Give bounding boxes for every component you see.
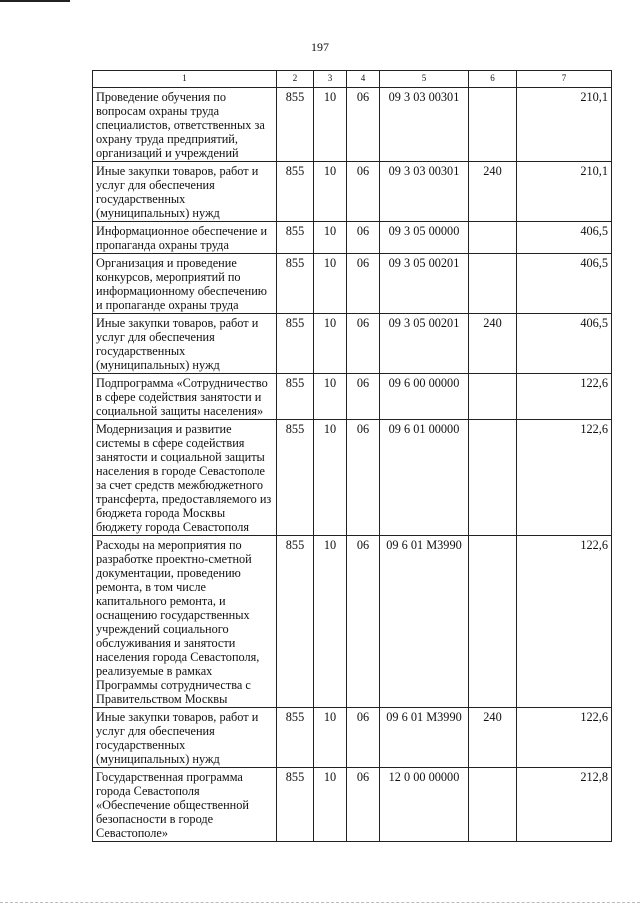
row-name: Информационное обеспечение и пропаганда охраны труда [93, 222, 277, 254]
row-name: Расходы на мероприятия по разработке проектно-сметной документации, проведению ремонта, в том числе капитального ремонта, и оснащению государственных учреждений социального обслуживания и занятости населения города Севастополя, реализуемые в рамках Программы сотрудничества с Правительством Москвы [93, 536, 277, 708]
row-grbs: 855 [277, 420, 314, 536]
row-name: Государственная программа города Севастополя «Обеспечение общественной безопасности в городе Севастополе» [93, 768, 277, 842]
table-row [93, 708, 612, 768]
row-vr [469, 768, 517, 842]
row-subsection: 06 [347, 314, 380, 374]
row-subsection: 06 [347, 374, 380, 420]
row-name: Подпрограмма «Сотрудничество в сфере содействия занятости и социальной защиты населения» [93, 374, 277, 420]
row-grbs: 855 [277, 254, 314, 314]
row-grbs: 855 [277, 374, 314, 420]
col-header-section: 3 [314, 71, 347, 88]
row-vr: 240 [469, 314, 517, 374]
table-row [93, 536, 612, 708]
scan-edge-bottom [0, 902, 640, 903]
row-name: Организация и проведение конкурсов, мероприятий по информационному обеспечению и пропаганде охраны труда [93, 254, 277, 314]
row-section: 10 [314, 536, 347, 708]
col-header-amount: 7 [517, 71, 612, 88]
row-grbs: 855 [277, 314, 314, 374]
page-number: 197 [311, 40, 329, 54]
table-row [93, 88, 612, 162]
scan-edge-top [0, 0, 70, 2]
row-subsection: 06 [347, 254, 380, 314]
row-amount: 406,5 [517, 254, 612, 314]
row-vr [469, 222, 517, 254]
row-csr: 09 6 01 00000 [380, 420, 469, 536]
row-subsection: 06 [347, 162, 380, 222]
row-name: Модернизация и развитие системы в сфере содействия занятости и социальной защиты населения в городе Севастополе за счет средств межбюджетного трансферта, предоставляемого из бюджета города Москвы бюджету города Севастополя [93, 420, 277, 536]
row-csr: 09 3 05 00000 [380, 222, 469, 254]
row-section: 10 [314, 254, 347, 314]
row-grbs: 855 [277, 162, 314, 222]
row-grbs: 855 [277, 708, 314, 768]
row-csr: 09 3 05 00201 [380, 254, 469, 314]
row-csr: 09 3 05 00201 [380, 314, 469, 374]
row-amount: 212,8 [517, 768, 612, 842]
row-grbs: 855 [277, 222, 314, 254]
table-row [93, 420, 612, 536]
row-section: 10 [314, 374, 347, 420]
row-amount: 122,6 [517, 374, 612, 420]
row-section: 10 [314, 88, 347, 162]
header-row [93, 71, 612, 88]
row-vr [469, 374, 517, 420]
row-amount: 406,5 [517, 314, 612, 374]
row-amount: 122,6 [517, 420, 612, 536]
row-subsection: 06 [347, 708, 380, 768]
row-amount: 122,6 [517, 536, 612, 708]
row-grbs: 855 [277, 88, 314, 162]
row-vr [469, 536, 517, 708]
row-section: 10 [314, 420, 347, 536]
row-subsection: 06 [347, 536, 380, 708]
row-csr: 09 6 01 М3990 [380, 708, 469, 768]
row-section: 10 [314, 162, 347, 222]
row-vr [469, 88, 517, 162]
row-vr: 240 [469, 162, 517, 222]
budget-table [92, 70, 612, 842]
col-header-grbs: 2 [277, 71, 314, 88]
row-amount: 210,1 [517, 88, 612, 162]
row-section: 10 [314, 222, 347, 254]
table-row [93, 768, 612, 842]
row-amount: 122,6 [517, 708, 612, 768]
row-subsection: 06 [347, 768, 380, 842]
table-row [93, 162, 612, 222]
table-row [93, 314, 612, 374]
row-name: Иные закупки товаров, работ и услуг для обеспечения государственных (муниципальных) нужд [93, 708, 277, 768]
col-header-subsection: 4 [347, 71, 380, 88]
row-amount: 406,5 [517, 222, 612, 254]
row-subsection: 06 [347, 88, 380, 162]
row-grbs: 855 [277, 536, 314, 708]
row-amount: 210,1 [517, 162, 612, 222]
table-row [93, 254, 612, 314]
row-name: Проведение обучения по вопросам охраны труда специалистов, ответственных за охрану труда предприятий, организаций и учреждений [93, 88, 277, 162]
table-row [93, 374, 612, 420]
col-header-name: 1 [93, 71, 277, 88]
row-csr: 09 3 03 00301 [380, 88, 469, 162]
row-vr [469, 254, 517, 314]
row-section: 10 [314, 314, 347, 374]
row-csr: 09 6 01 М3990 [380, 536, 469, 708]
row-name: Иные закупки товаров, работ и услуг для обеспечения государственных (муниципальных) нужд [93, 314, 277, 374]
table-row [93, 222, 612, 254]
row-vr: 240 [469, 708, 517, 768]
row-subsection: 06 [347, 222, 380, 254]
col-header-csr: 5 [380, 71, 469, 88]
row-section: 10 [314, 768, 347, 842]
row-csr: 09 3 03 00301 [380, 162, 469, 222]
row-vr [469, 420, 517, 536]
row-csr: 09 6 00 00000 [380, 374, 469, 420]
row-subsection: 06 [347, 420, 380, 536]
row-grbs: 855 [277, 768, 314, 842]
row-section: 10 [314, 708, 347, 768]
row-csr: 12 0 00 00000 [380, 768, 469, 842]
col-header-vr: 6 [469, 71, 517, 88]
row-name: Иные закупки товаров, работ и услуг для обеспечения государственных (муниципальных) нужд [93, 162, 277, 222]
